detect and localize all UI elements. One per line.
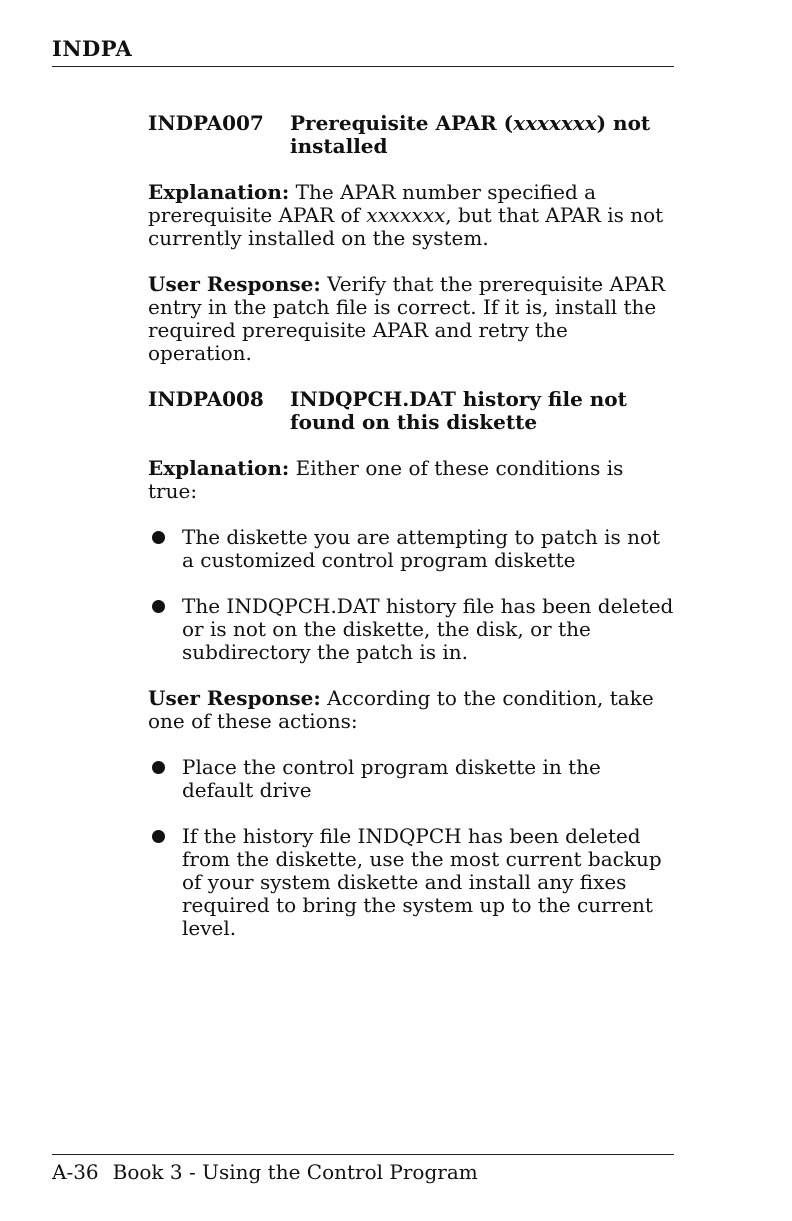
- message-title: Prerequisite APAR (xxxxxxx) not installed: [290, 111, 651, 158]
- running-foot: [52, 1160, 478, 1184]
- message-title: INDQPCH.DAT history file not found on this diskette: [290, 387, 627, 434]
- message-list: [148, 112, 678, 963]
- list-item: The diskette you are attempting to patch is not a customized control program diskette: [148, 526, 678, 572]
- explanation-paragraph: Explanation: Either one of these conditions is true:: [148, 456, 624, 503]
- list-item: If the history file INDQPCH has been deleted from the diskette, use the most current backup of your system diskette and install any fixes required to bring the system up to the current level.: [148, 825, 678, 940]
- header-rule: [52, 66, 674, 67]
- bullet-icon: [148, 595, 182, 664]
- explanation-paragraph: Explanation: The APAR number specified a prerequisite APAR of xxxxxxx, but that APAR is not currently installed on the system.: [148, 180, 664, 250]
- bullet-icon: [148, 756, 182, 802]
- list-item: Place the control program diskette in the default drive: [148, 756, 678, 802]
- message-id: INDPA008: [148, 387, 264, 411]
- action-list: [148, 756, 678, 940]
- book-title: Book 3 - Using the Control Program: [112, 1160, 478, 1184]
- bullet-icon: [148, 526, 182, 572]
- condition-list: [148, 526, 678, 664]
- running-head: INDPA: [52, 36, 133, 61]
- footer-rule: [52, 1154, 674, 1155]
- list-item: The INDQPCH.DAT history file has been deleted or is not on the diskette, the disk, or the subdirectory the patch is in.: [148, 595, 678, 664]
- bullet-icon: [148, 825, 182, 940]
- explanation-label: Explanation:: [148, 456, 290, 480]
- message-heading-indpa007: [148, 112, 678, 158]
- user-response-paragraph: User Response: According to the condition, take one of these actions:: [148, 686, 654, 733]
- message-heading-indpa008: [148, 388, 678, 434]
- user-response-paragraph: User Response: Verify that the prerequisite APAR entry in the patch file is correct. If it is, install the required prerequisite APAR and retry the operation.: [148, 272, 666, 365]
- explanation-label: Explanation:: [148, 180, 290, 204]
- page-number: A-36: [52, 1160, 99, 1184]
- message-id: INDPA007: [148, 111, 264, 135]
- user-response-label: User Response:: [148, 686, 321, 710]
- user-response-label: User Response:: [148, 272, 321, 296]
